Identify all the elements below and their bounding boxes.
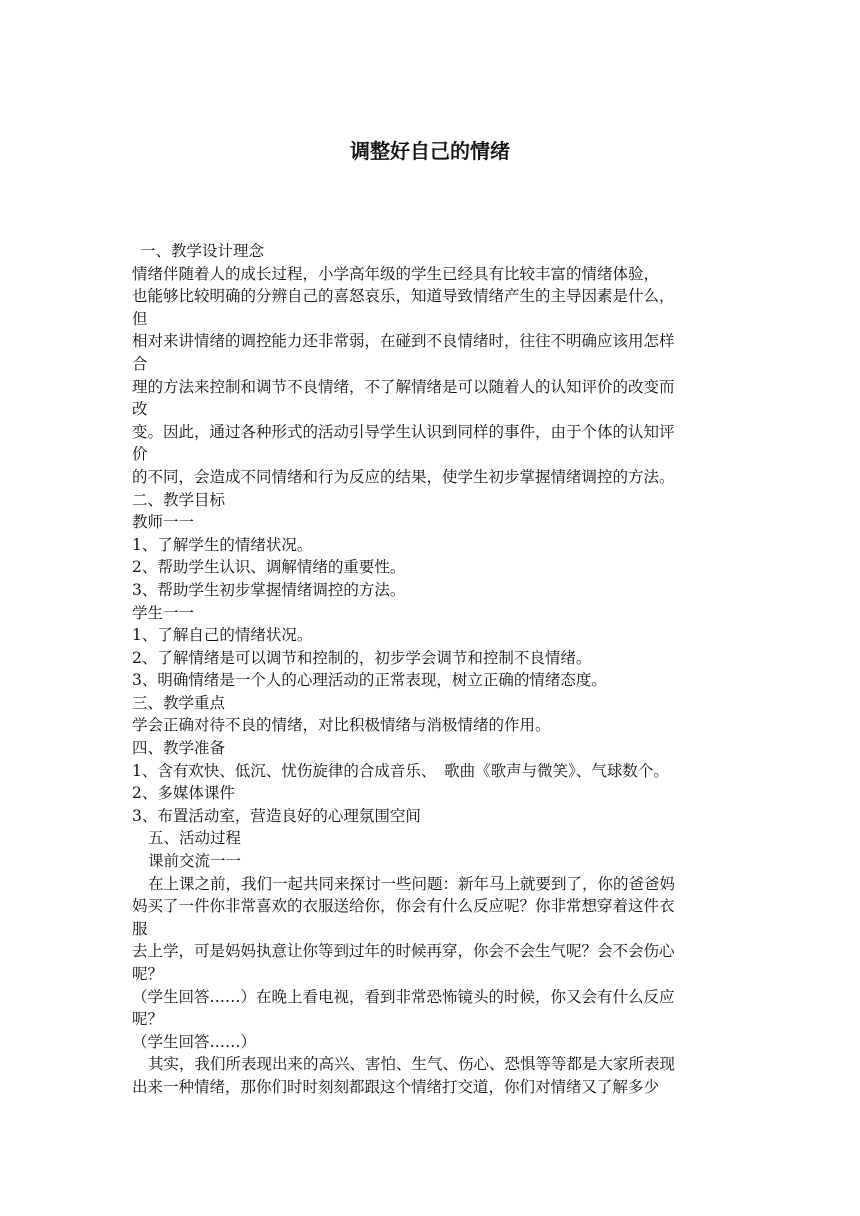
paragraph-line: 情绪伴随着人的成长过程，小学高年级的学生已经具有比较丰富的情绪体验，: [132, 264, 660, 283]
list-item: 1、含有欢快、低沉、忧伤旋律的合成音乐、 歌曲《歌声与微笑》、气球数个。: [132, 761, 669, 780]
paragraph-line: 改: [132, 400, 148, 419]
list-item: 3、明确情绪是一个人的心理活动的正常表现，树立正确的情绪态度。: [132, 671, 607, 690]
subheading: 课前交流一一: [148, 852, 242, 871]
paragraph-line: 学会正确对待不良的情绪，对比积极情绪与消极情绪的作用。: [132, 716, 551, 735]
list-item: 2、多媒体课件: [132, 784, 235, 803]
paragraph-line: 但: [132, 309, 148, 328]
paragraph-line: 去上学，可是妈妈执意让你等到过年的时候再穿，你会不会生气呢？会不会伤心: [132, 942, 675, 961]
list-item: 2、帮助学生认识、调解情绪的重要性。: [132, 558, 406, 577]
list-item: 1、了解学生的情绪状况。: [132, 535, 313, 554]
paragraph-line: 变。因此，通过各种形式的活动引导学生认识到同样的事件，由于个体的认知评: [132, 422, 675, 441]
paragraph-line: 呢？: [132, 965, 164, 983]
list-item: 2、了解情绪是可以调节和控制的，初步学会调节和控制不良情绪。: [132, 648, 592, 667]
paragraph-line: 合: [132, 354, 148, 373]
paragraph-line: 妈买了一件你非常喜欢的衣服送给你，你会有什么反应呢？你非常想穿着这件衣: [132, 897, 675, 916]
document-body: [132, 240, 732, 1099]
paragraph-line: 出来一种情绪，那你们时时刻刻都跟这个情绪打交道，你们对情绪又了解多少: [132, 1077, 660, 1096]
paragraph-line: 其实，我们所表现出来的高兴、害怕、生气、伤心、恐惧等等都是大家所表现: [148, 1055, 676, 1074]
paragraph-line: 理的方法来控制和调节不良情绪，不了解情绪是可以随着人的认知评价的改变而: [132, 377, 675, 396]
paragraph-line: （学生回答……）: [132, 1032, 257, 1051]
paragraph-line: （学生回答……）在晚上看电视，看到非常恐怖镜头的时候，你又会有什么反应: [132, 987, 675, 1006]
page-title: 调整好自己的情绪: [350, 139, 510, 163]
paragraph-line: 价: [132, 445, 148, 464]
paragraph-line: 服: [132, 919, 148, 938]
section-heading: 二、教学目标: [132, 490, 226, 509]
subheading: 学生一一: [132, 603, 195, 622]
list-item: 1、了解自己的情绪状况。: [132, 626, 313, 645]
subheading: 教师一一: [132, 513, 195, 532]
section-heading: 四、教学准备: [132, 739, 226, 758]
list-item: 3、帮助学生初步掌握情绪调控的方法。: [132, 580, 406, 599]
paragraph-line: 相对来讲情绪的调控能力还非常弱，在碰到不良情绪时，往往不明确应该用怎样: [132, 332, 675, 351]
section-heading: 五、活动过程: [148, 829, 242, 848]
list-item: 3、布置活动室，营造良好的心理氛围空间: [132, 806, 421, 825]
paragraph-line: 也能够比较明确的分辨自己的喜怒哀乐，知道导致情绪产生的主导因素是什么，: [132, 287, 675, 306]
paragraph-line: 的不同，会造成不同情绪和行为反应的结果，使学生初步掌握情绪调控的方法。: [132, 467, 675, 486]
paragraph-line: 呢？: [132, 1010, 164, 1029]
section-heading: 一、教学设计理念: [140, 242, 265, 260]
section-heading: 三、教学重点: [132, 693, 226, 712]
paragraph-line: 在上课之前，我们一起共同来探讨一些问题：新年马上就要到了，你的爸爸妈: [148, 874, 676, 893]
